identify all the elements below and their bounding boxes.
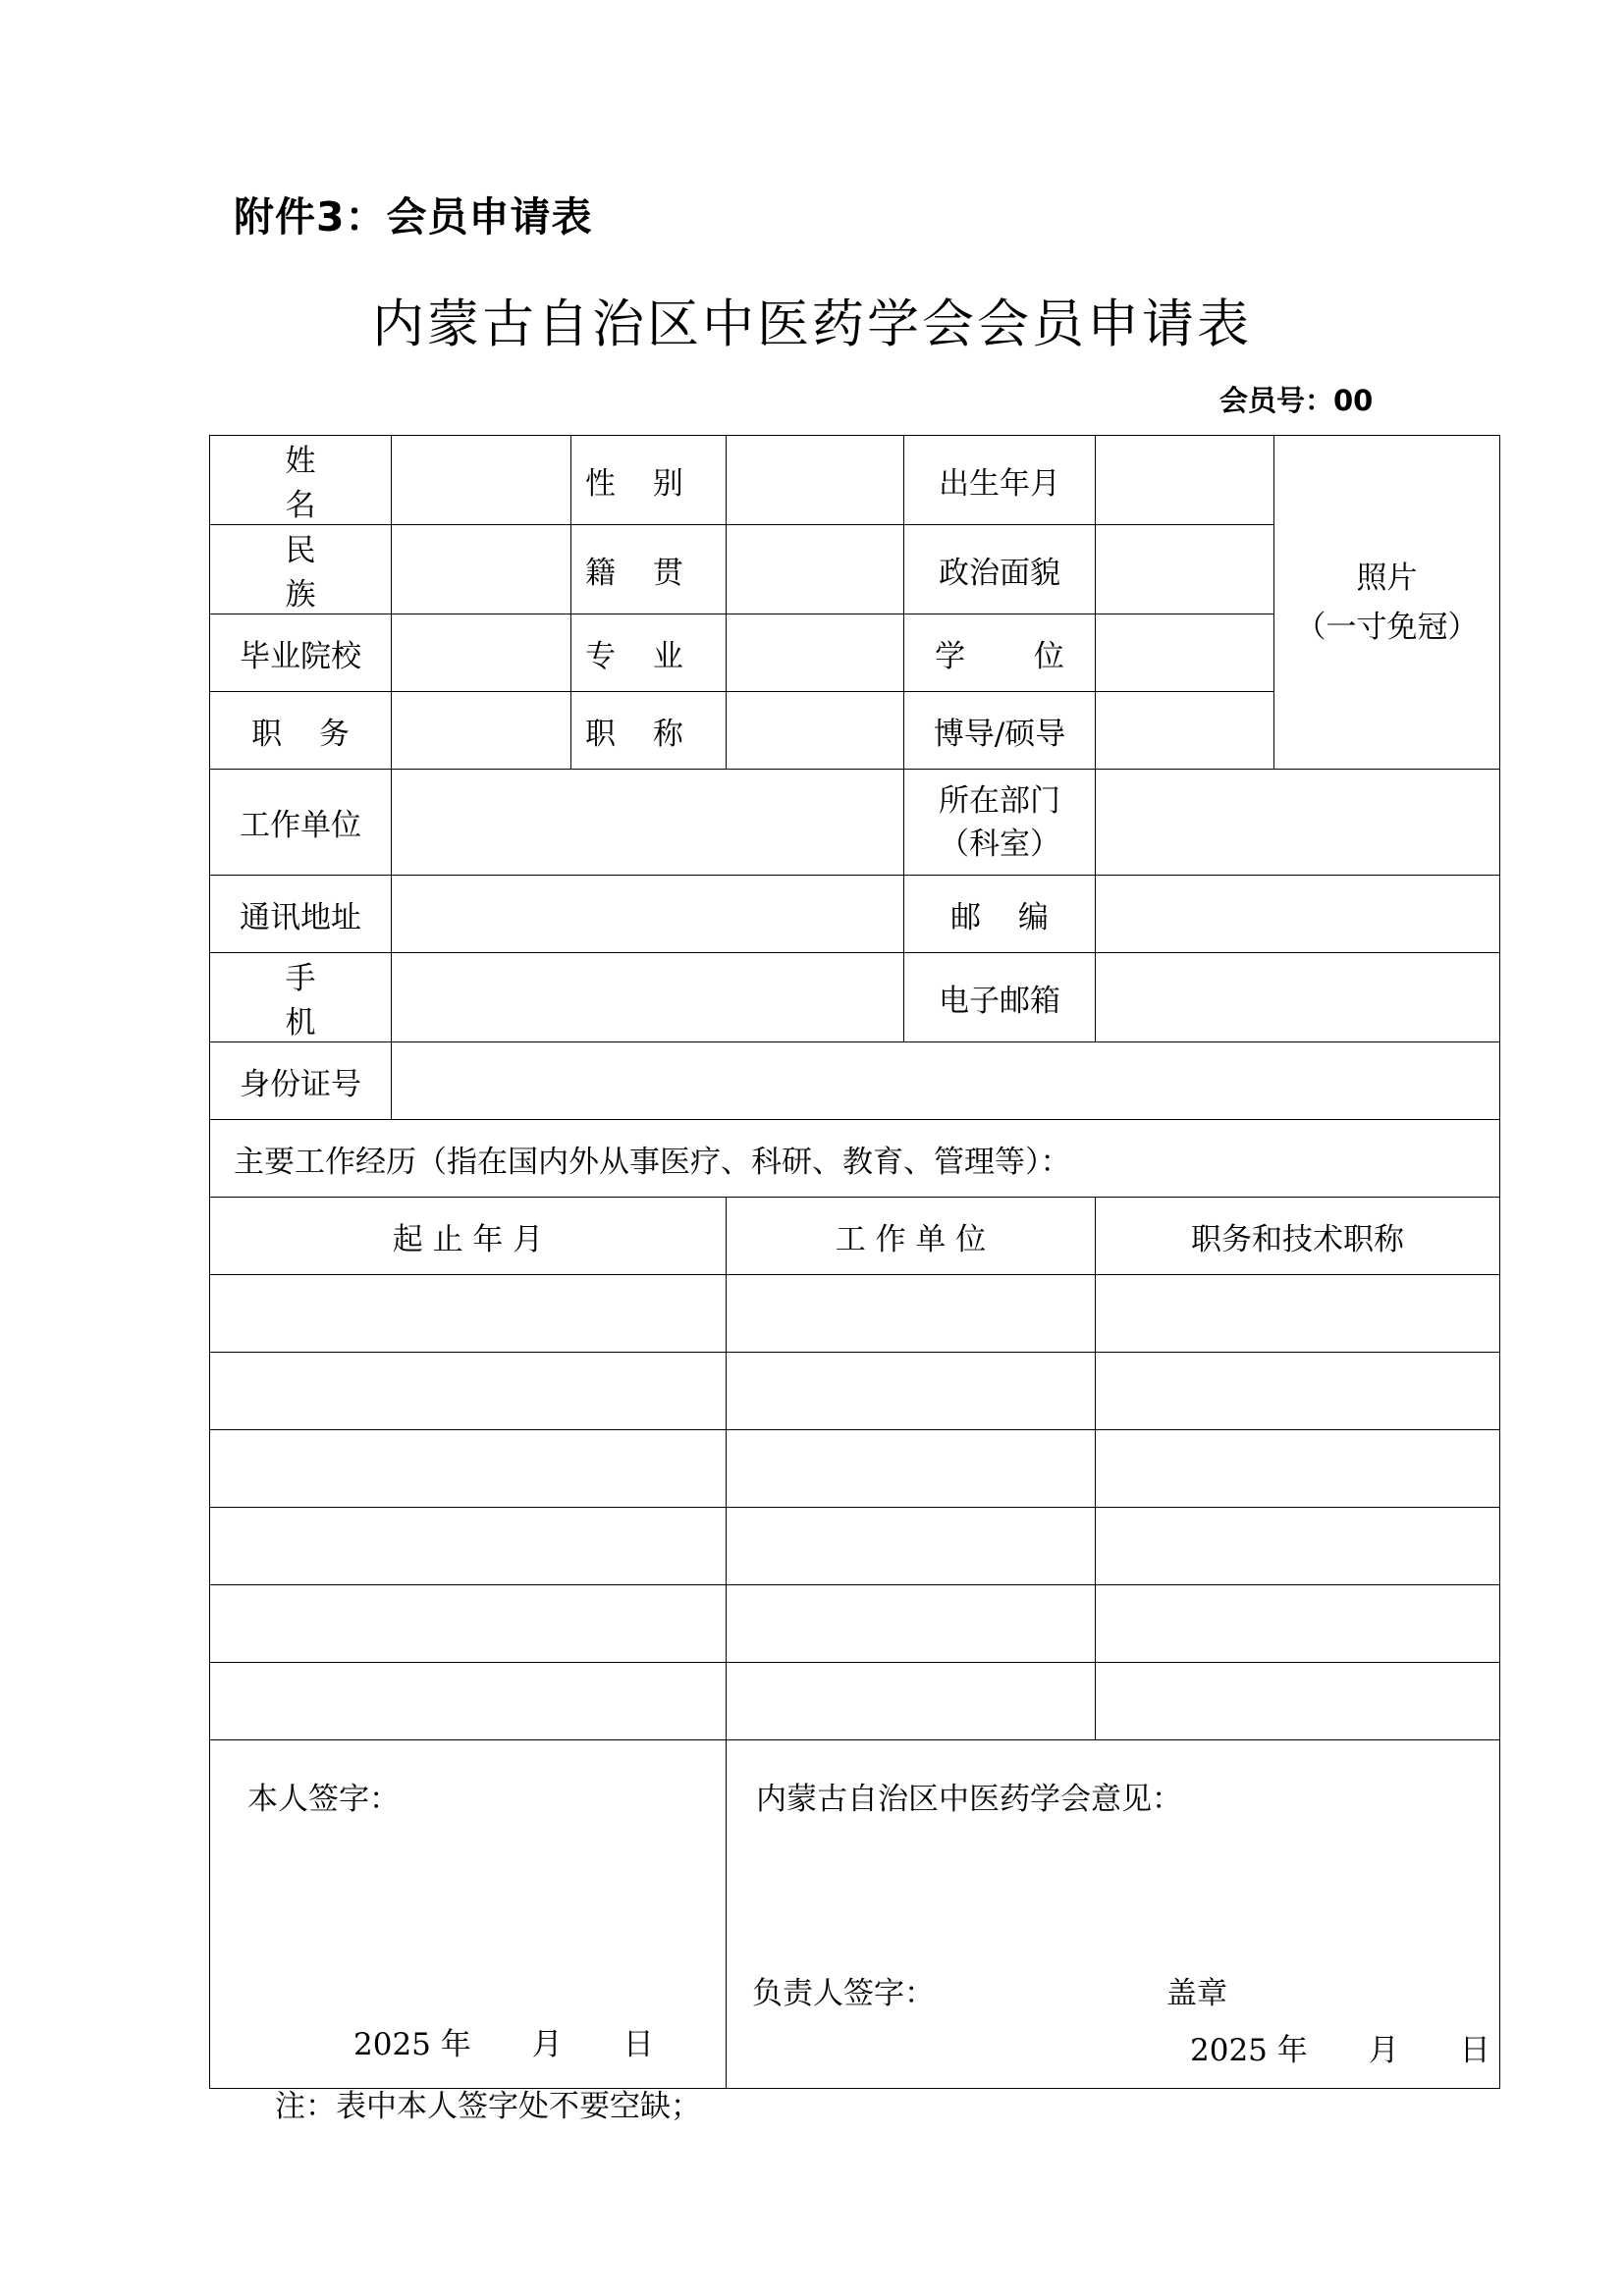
history-title-cell[interactable] bbox=[1096, 1430, 1500, 1508]
col-title: 职务和技术职称 bbox=[1096, 1198, 1500, 1275]
label-department bbox=[904, 770, 1096, 876]
history-title-cell[interactable] bbox=[1096, 1353, 1500, 1430]
label-gender: 性 别 bbox=[571, 436, 727, 525]
history-unit-cell[interactable] bbox=[727, 1275, 1096, 1353]
history-unit-cell[interactable] bbox=[727, 1585, 1096, 1663]
field-name[interactable] bbox=[392, 436, 571, 525]
field-title[interactable] bbox=[727, 692, 904, 770]
label-supervisor: 博导/硕导 bbox=[904, 692, 1096, 770]
self-signature-box[interactable] bbox=[210, 1740, 727, 2089]
field-mobile[interactable] bbox=[392, 953, 904, 1042]
label-email: 电子邮箱 bbox=[904, 953, 1096, 1042]
society-opinion-box[interactable] bbox=[727, 1740, 1500, 2089]
photo-size: （一寸免冠） bbox=[1295, 609, 1479, 645]
history-row bbox=[210, 1275, 1500, 1353]
history-title-cell[interactable] bbox=[1096, 1585, 1500, 1663]
col-period: 起 止 年 月 bbox=[210, 1198, 727, 1275]
history-row bbox=[210, 1663, 1500, 1740]
label-postcode: 邮 编 bbox=[904, 876, 1096, 953]
label-degree: 学 位 bbox=[904, 614, 1096, 692]
label-major: 专 业 bbox=[571, 614, 727, 692]
footnote: 注：表中本人签字处不要空缺； bbox=[275, 2089, 701, 2124]
label-school: 毕业院校 bbox=[210, 614, 392, 692]
history-heading: 主要工作经历（指在国内外从事医疗、科研、教育、管理等）： bbox=[210, 1120, 1500, 1198]
responsible-signature-label: 负责人签字： bbox=[752, 1976, 935, 2011]
department-text: 所在部门 bbox=[939, 782, 1060, 819]
history-unit-cell[interactable] bbox=[727, 1508, 1096, 1585]
field-major[interactable] bbox=[727, 614, 904, 692]
society-opinion-label: 内蒙古自治区中医药学会意见： bbox=[756, 1782, 1182, 1817]
field-ethnicity[interactable] bbox=[392, 525, 571, 614]
col-unit: 工 作 单 位 bbox=[727, 1198, 1096, 1275]
history-row bbox=[210, 1508, 1500, 1585]
history-title-cell[interactable] bbox=[1096, 1508, 1500, 1585]
history-period-cell[interactable] bbox=[210, 1585, 727, 1663]
history-title-cell[interactable] bbox=[1096, 1663, 1500, 1740]
label-ethnicity: 民 族 bbox=[210, 525, 392, 614]
history-period-cell[interactable] bbox=[210, 1353, 727, 1430]
department-sub: （科室） bbox=[939, 826, 1060, 862]
field-gender[interactable] bbox=[727, 436, 904, 525]
field-school[interactable] bbox=[392, 614, 571, 692]
label-position: 职 务 bbox=[210, 692, 392, 770]
field-position[interactable] bbox=[392, 692, 571, 770]
field-birth[interactable] bbox=[1096, 436, 1274, 525]
history-unit-cell[interactable] bbox=[727, 1430, 1096, 1508]
label-name: 姓 名 bbox=[210, 436, 392, 525]
field-political[interactable] bbox=[1096, 525, 1274, 614]
field-supervisor[interactable] bbox=[1096, 692, 1274, 770]
label-title: 职 称 bbox=[571, 692, 727, 770]
history-row bbox=[210, 1353, 1500, 1430]
label-mobile: 手 机 bbox=[210, 953, 392, 1042]
history-period-cell[interactable] bbox=[210, 1275, 727, 1353]
field-degree[interactable] bbox=[1096, 614, 1274, 692]
label-birth: 出生年月 bbox=[904, 436, 1096, 525]
field-work-unit[interactable] bbox=[392, 770, 904, 876]
photo-box[interactable] bbox=[1274, 436, 1500, 770]
seal-label: 盖章 bbox=[1166, 1976, 1227, 2011]
field-id-number[interactable] bbox=[392, 1042, 1500, 1120]
history-title-cell[interactable] bbox=[1096, 1275, 1500, 1353]
label-work-unit: 工作单位 bbox=[210, 770, 392, 876]
field-department[interactable] bbox=[1096, 770, 1500, 876]
label-id-number: 身份证号 bbox=[210, 1042, 392, 1120]
form-title: 内蒙古自治区中医药学会会员申请表 bbox=[372, 294, 1252, 354]
self-signature-label: 本人签字： bbox=[247, 1782, 400, 1817]
field-address[interactable] bbox=[392, 876, 904, 953]
history-unit-cell[interactable] bbox=[727, 1353, 1096, 1430]
field-postcode[interactable] bbox=[1096, 876, 1500, 953]
history-unit-cell[interactable] bbox=[727, 1663, 1096, 1740]
annex-label: 附件3：会员申请表 bbox=[234, 193, 593, 240]
label-native-place: 籍 贯 bbox=[571, 525, 727, 614]
field-native-place[interactable] bbox=[727, 525, 904, 614]
photo-label: 照片 bbox=[1356, 560, 1418, 596]
history-period-cell[interactable] bbox=[210, 1430, 727, 1508]
history-row bbox=[210, 1585, 1500, 1663]
self-signature-date: 2025 年 月 日 bbox=[353, 2027, 654, 2062]
label-political: 政治面貌 bbox=[904, 525, 1096, 614]
member-number: 会员号：00 bbox=[1219, 384, 1374, 417]
application-form bbox=[209, 435, 1500, 2089]
history-period-cell[interactable] bbox=[210, 1508, 727, 1585]
history-period-cell[interactable] bbox=[210, 1663, 727, 1740]
society-date: 2025 年 月 日 bbox=[1190, 2033, 1490, 2068]
label-address: 通讯地址 bbox=[210, 876, 392, 953]
history-row bbox=[210, 1430, 1500, 1508]
field-email[interactable] bbox=[1096, 953, 1500, 1042]
